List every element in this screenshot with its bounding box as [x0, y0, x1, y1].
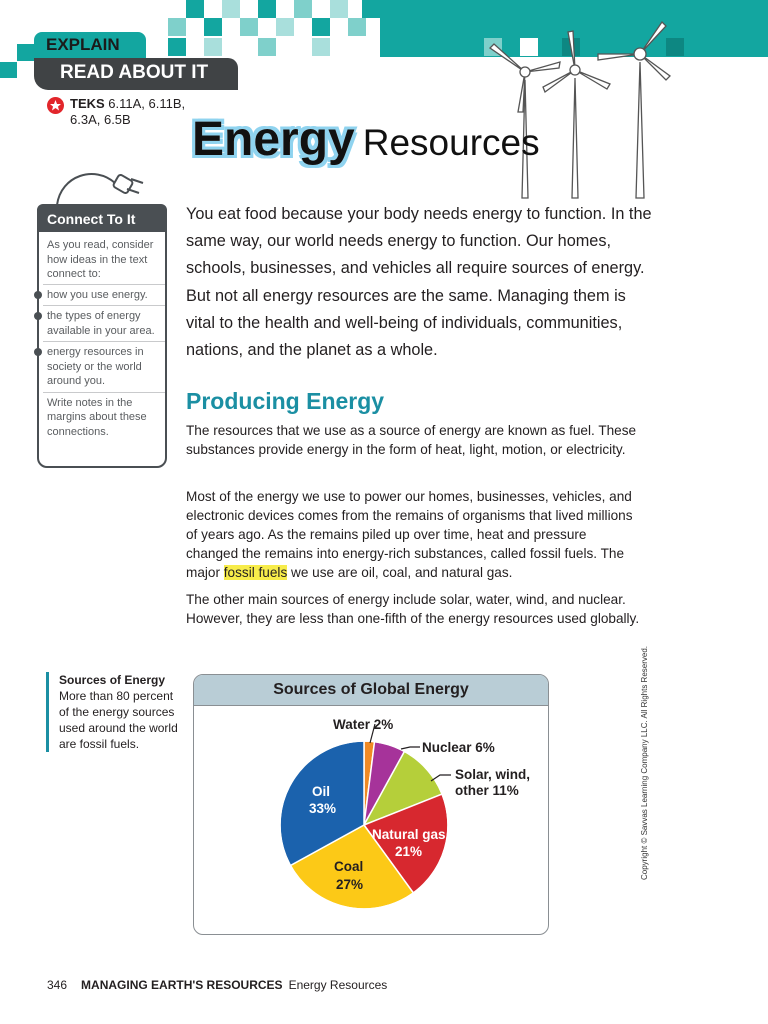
slice-label-oil-line2: 33% — [309, 801, 337, 816]
paragraph-other-sources: The other main sources of energy include solar, water, wind, and nuclear. However, they are less than one-fifth of the energy resources used globally. — [186, 592, 640, 626]
slice-label-water: Water 2% — [333, 717, 394, 732]
plug-icon — [55, 165, 155, 207]
connect-to-it-box — [37, 204, 167, 468]
slice-label-gas-line2: 21% — [395, 844, 423, 859]
paragraph-fossil-fuels: Most of the energy we use to power our homes, businesses, vehicles, and electronic devices comes from the remains of organisms that lived millions of years ago. As the remains piled up over time, heat and pressure changed the remains into energy-rich substances, called fossil fuels. The major fossil fuels we use are oil, coal, and natural gas. — [186, 489, 633, 580]
slice-label-nuclear: Nuclear 6% — [422, 740, 495, 755]
side-note — [46, 672, 178, 752]
slice-label-solar-line1: Solar, wind, — [455, 767, 531, 782]
teks-label: TEKS — [70, 96, 105, 111]
connect-heading: Connect To It — [39, 206, 165, 232]
slice-label-solar-line2: other 11% — [455, 783, 519, 798]
decor-square — [0, 62, 17, 78]
intro-paragraph: You eat food because your body needs energy to function. In the same way, our world needs energy to function. Our homes, schools, businesses, and vehicles all require sources of energy. But not all energy resources are the same. Managing them is vital to the health and well-being of individuals, communities, nations, and the planet as a whole. — [186, 205, 652, 360]
side-note-title: Sources of Energy — [59, 673, 166, 687]
unit-title: MANAGING EARTH'S RESOURCES — [81, 978, 283, 992]
teks-codes-line2: 6.3A, 6.5B — [70, 112, 131, 127]
copyright-notice: Copyright © Savvas Learning Company LLC. All Rights Reserved. — [640, 645, 649, 880]
read-about-it-tab: READ ABOUT IT — [34, 58, 238, 90]
texas-star-icon — [47, 97, 64, 114]
connect-item: energy resources in society or the world around you. — [47, 345, 161, 396]
footer-topic: Energy Resources — [288, 978, 388, 992]
slice-label-coal-line2: 27% — [336, 877, 364, 892]
connect-item: how you use energy. — [47, 288, 161, 310]
connect-intro: As you read, consider how ideas in the text connect to: — [47, 239, 154, 280]
page-footer — [47, 978, 387, 992]
connect-item: the types of energy available in your area. — [47, 309, 161, 345]
section-heading: Producing Energy — [186, 388, 385, 414]
teks-codes-line1: 6.11A, 6.11B, — [108, 96, 186, 111]
paragraph-fuel: The resources that we use as a source of energy are known as fuel. These substances provide energy in the form of heat, light, motion, or electricity. — [186, 423, 637, 457]
pie-chart — [194, 675, 549, 935]
title-word-energy: Energy — [192, 113, 355, 166]
slice-label-gas-line1: Natural gas — [372, 827, 446, 842]
bullet-dot — [34, 291, 42, 299]
teks-standards — [70, 96, 200, 128]
decor-square — [17, 44, 34, 61]
slice-label-oil-line1: Oil — [312, 784, 331, 799]
title-word-resources: Resources — [362, 122, 540, 163]
vocab-highlight: fossil fuels — [223, 565, 288, 580]
bullet-dot — [34, 312, 42, 320]
bullet-dot — [34, 348, 42, 356]
explain-tab: EXPLAIN — [34, 32, 146, 62]
page-number: 346 — [47, 978, 68, 992]
side-note-body: More than 80 percent of the energy sources used around the world are fossil fuels. — [59, 689, 178, 751]
pie-chart-panel — [193, 674, 549, 935]
chart-title: Sources of Global Energy — [194, 675, 548, 706]
slice-label-coal-line1: Coal — [334, 859, 364, 874]
connect-notes: Write notes in the margins about these connections. — [47, 396, 161, 447]
wind-turbines-illustration — [470, 20, 690, 200]
page-title — [192, 112, 540, 167]
